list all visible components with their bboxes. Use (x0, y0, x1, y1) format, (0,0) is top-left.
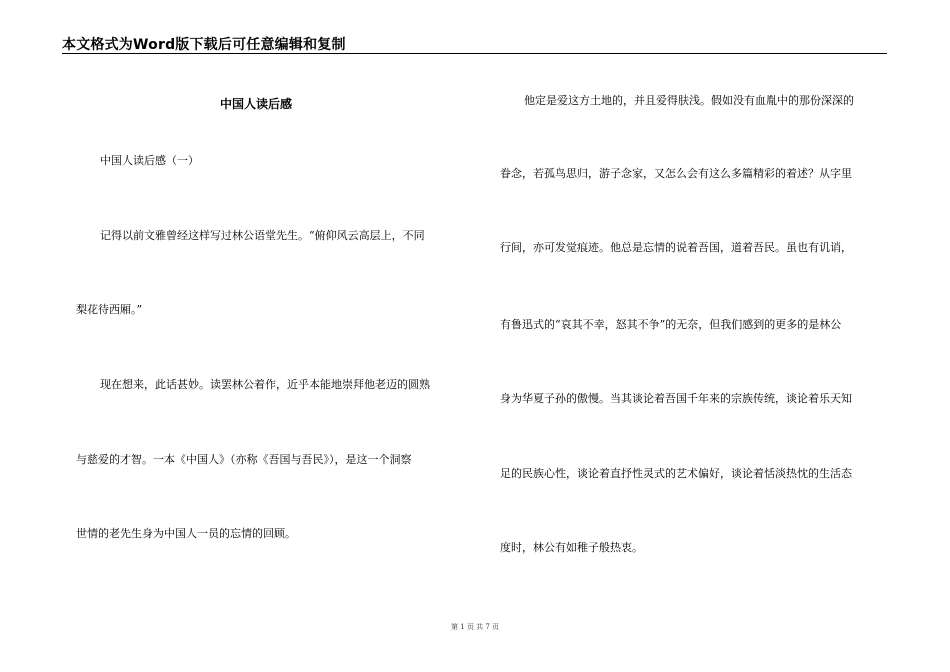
body-line: 梨花待西厢。” (76, 303, 143, 316)
header-divider (62, 53, 887, 54)
body-line: 世情的老先生身为中国人一员的忘情的回顾。 (76, 527, 296, 540)
document-title: 中国人读后感 (220, 97, 293, 111)
body-line: 他定是爱这方土地的，并且爱得肤浅。假如没有血胤中的那份深深的 (524, 94, 854, 107)
body-line: 行间，亦可发觉痕迹。他总是忘情的说着吾国，道着吾民。虽也有讥诮， (500, 241, 852, 254)
body-line: 与慈爱的才智。一本《中国人》（亦称《吾国与吾民》），是这一个洞察 (76, 453, 412, 466)
body-line: 中国人读后感（一） (100, 154, 199, 167)
header-title: 本文格式为Word版下载后可任意编辑和复制 (62, 37, 346, 53)
body-line: 有鲁迅式的“哀其不幸，怒其不争”的无奈，但我们感到的更多的是林公 (500, 318, 842, 331)
body-line: 眷念，若孤鸟思归，游子念家，又怎么会有这么多篇精彩的着述？从字里 (500, 167, 852, 180)
body-line: 身为华夏子孙的傲慢。当其谈论着吾国千年来的宗族传统，谈论着乐天知 (500, 392, 852, 405)
body-line: 现在想来，此话甚妙。读罢林公着作，近乎本能地崇拜他老迈的圆熟 (100, 378, 430, 391)
body-line: 度时，林公有如稚子般热衷。 (500, 541, 643, 554)
body-line: 足的民族心性，谈论着直抒性灵式的艺术偏好，谈论着恬淡热忱的生活态 (500, 467, 852, 480)
page-footer: 第 1 页 共 7 页 (450, 623, 500, 631)
body-line: 记得以前文雅曾经这样写过林公语堂先生。“俯仰风云高层上，不同 (100, 229, 425, 242)
